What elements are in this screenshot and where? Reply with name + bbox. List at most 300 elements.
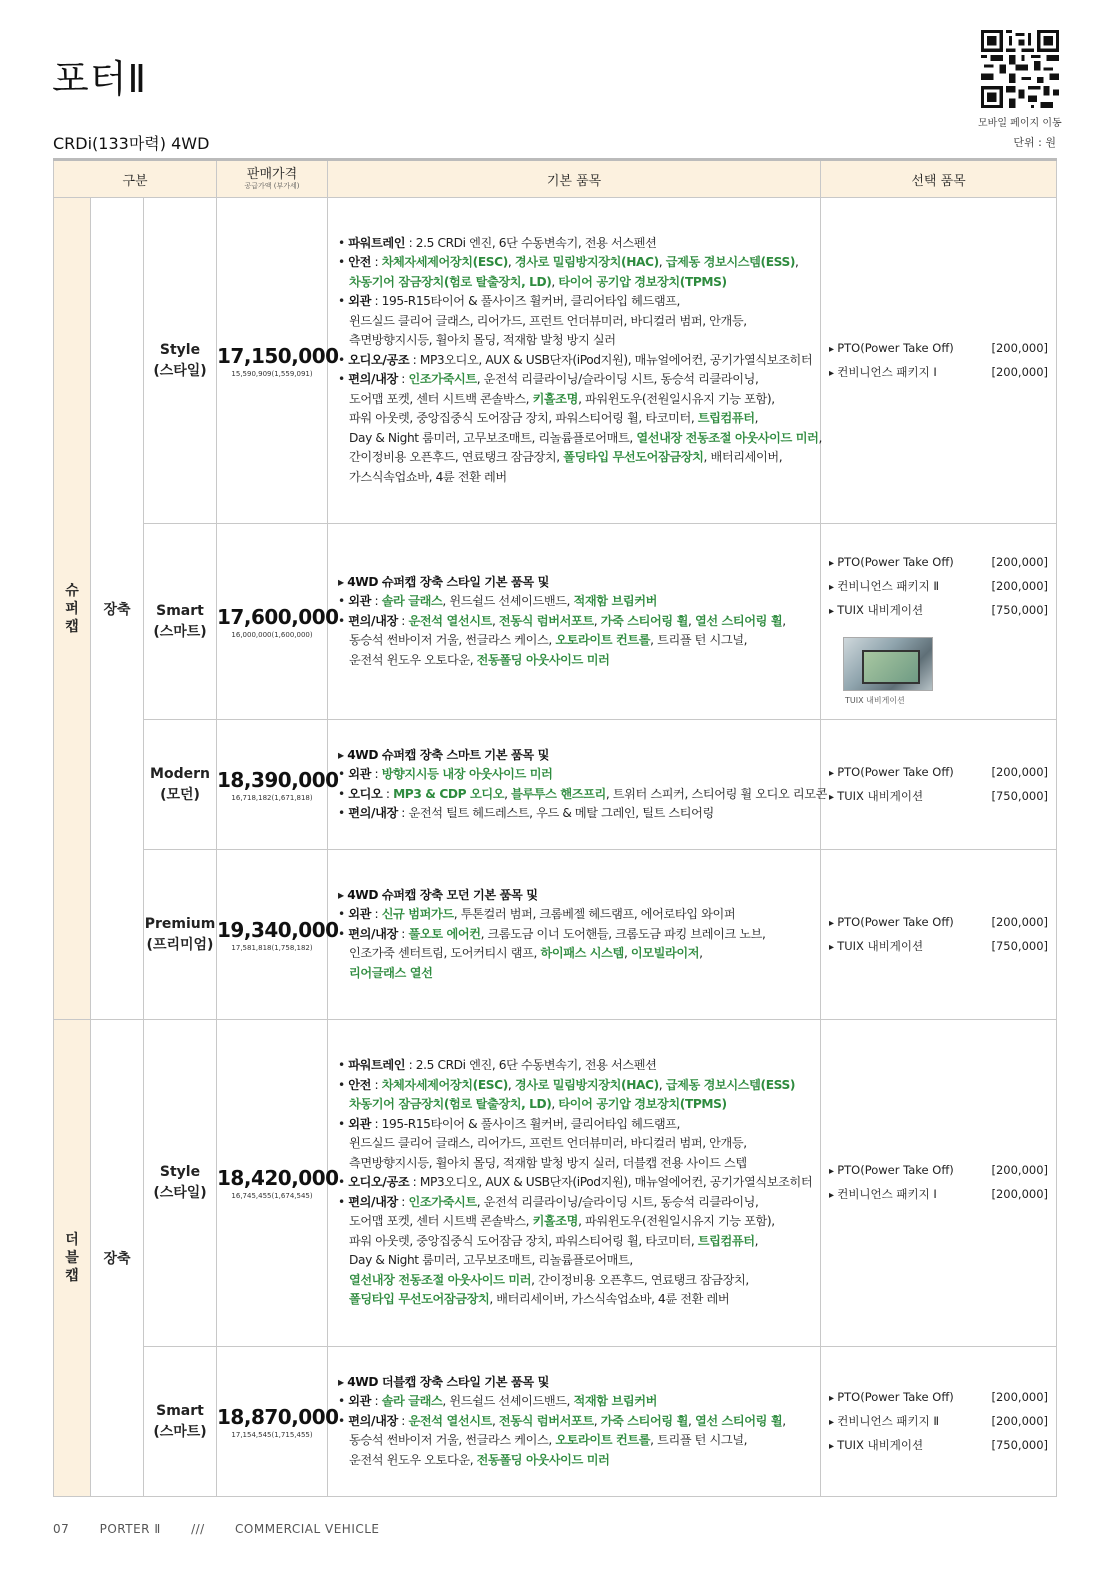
- basic-item-line: [338, 331, 814, 351]
- basic-item-line: [338, 1412, 814, 1432]
- highlight-feature: 적재함 브림커버: [573, 594, 657, 609]
- basic-item-line: [338, 1271, 814, 1291]
- feature-text: 파워 아웃렛, 중앙집중식 도어잠금 장치, 파워스티어링 휠, 타코미터,: [349, 1233, 698, 1248]
- highlight-feature: 트립컴퓨터: [697, 1233, 755, 1248]
- highlight-feature: 차체자세제어장치(ESC): [381, 255, 508, 270]
- trim-row: [54, 1347, 1057, 1497]
- feature-category: 오디오: [348, 786, 383, 801]
- trim-cell: [144, 1347, 217, 1497]
- trim-row: [54, 198, 1057, 524]
- highlight-feature: 열선 스티어링 휠: [694, 1413, 783, 1428]
- highlight-feature: 적재함 브림커버: [573, 1394, 657, 1409]
- feature-category: 4WD 슈퍼캡 장축 모던 기본 품목 및: [347, 887, 538, 902]
- highlight-feature: 풀오토 에어컨: [408, 926, 481, 941]
- option-item: [829, 911, 1048, 935]
- basic-items-cell: [328, 524, 821, 720]
- highlight-feature: 전동폴딩 아웃사이드 미러: [476, 652, 610, 667]
- feature-text: :: [371, 255, 382, 270]
- highlight-feature: 하이패스 시스템: [540, 946, 624, 961]
- supply-price: 16,000,000(1,600,000): [231, 630, 313, 639]
- feature-text: ,: [593, 1413, 601, 1428]
- feature-category: 외관: [348, 1116, 372, 1131]
- option-item: [829, 1159, 1048, 1183]
- trim-row: [54, 524, 1057, 720]
- feature-text: •: [338, 1194, 349, 1209]
- highlight-feature: 경사로 밀림방지장치(HAC): [514, 1077, 659, 1092]
- feature-text: •: [338, 294, 349, 309]
- option-price: [200,000]: [991, 764, 1049, 779]
- feature-text: •: [338, 255, 349, 270]
- basic-item-line: [338, 390, 814, 410]
- option-price: [750,000]: [991, 938, 1049, 953]
- retail-price: 19,340,000: [217, 917, 339, 942]
- feature-text: , 윈드쉴드 선셰이드밴드,: [442, 1394, 574, 1409]
- highlight-feature: 방향지시등 내장 아웃사이드 미러: [381, 767, 553, 781]
- wheelbase-cell: 장축: [91, 198, 144, 1020]
- trim-cell: [144, 198, 217, 524]
- feature-text: ,: [593, 613, 601, 628]
- retail-price: 18,420,000: [217, 1166, 339, 1190]
- feature-text: , 윈드쉴드 선셰이드밴드,: [442, 594, 574, 609]
- basic-item-line: [338, 886, 814, 906]
- feature-text: •: [338, 1394, 349, 1409]
- option-item: [829, 599, 1048, 623]
- option-name: ▸ PTO(Power Take Off): [829, 337, 954, 361]
- feature-text: 측면방향지시등, 휠아치 몰딩, 적재함 발청 방지 실러: [349, 333, 616, 348]
- basic-items-cell: [328, 720, 827, 850]
- price-cell: [217, 198, 339, 524]
- basic-item-line: [338, 409, 814, 429]
- feature-category: 오디오/공조: [348, 1175, 410, 1190]
- feature-text: ,: [782, 613, 786, 628]
- feature-text: , 배터리세이버,: [703, 450, 783, 465]
- feature-text: 인조가죽 센터트림, 도어커티시 램프,: [349, 946, 541, 961]
- highlight-feature: 운전석 열선시트: [408, 1413, 492, 1428]
- trim-name-ko: (스마트): [153, 623, 207, 640]
- trim-name-ko: (스마트): [153, 1423, 207, 1440]
- basic-item-line: [338, 573, 814, 593]
- feature-text: 동승석 썬바이저 거울, 썬글라스 케이스,: [349, 1433, 556, 1448]
- trim-name: Modern: [150, 765, 210, 782]
- option-price: [200,000]: [991, 914, 1049, 929]
- price-cell: [217, 720, 339, 850]
- feature-text: ,: [504, 786, 512, 801]
- highlight-feature: 키홀조명: [532, 1214, 579, 1229]
- option-item: [829, 785, 1048, 809]
- highlight-feature: 인조가죽시트: [408, 372, 477, 387]
- feature-category: 외관: [348, 907, 372, 922]
- feature-text: 윈드실드 클리어 글래스, 리어가드, 프런트 언더뷰미러, 바디컬러 범퍼, 안개등,: [349, 313, 747, 328]
- option-items-cell: [821, 720, 1057, 850]
- header-basic: 기본 품목: [328, 160, 821, 198]
- option-item: [829, 1386, 1048, 1410]
- basic-item-line: [338, 1251, 814, 1271]
- feature-text: •: [338, 372, 349, 387]
- highlight-feature: 리어글래스 열선: [349, 965, 433, 980]
- trim-cell: [144, 1020, 217, 1347]
- feature-text: •: [338, 594, 349, 609]
- price-cell: [217, 1347, 339, 1497]
- feature-category: 편의/내장: [348, 372, 398, 387]
- highlight-feature: 폴딩타입 무선도어잠금장치: [563, 450, 704, 465]
- feature-category: 안전: [348, 255, 372, 270]
- price-cell: [217, 1020, 339, 1347]
- trim-cell: [144, 850, 217, 1020]
- option-name: ▸ PTO(Power Take Off): [829, 1386, 954, 1410]
- feature-text: ,: [491, 1413, 499, 1428]
- trim-name-ko: (스타일): [153, 1185, 207, 1201]
- supply-price: 15,590,909(1,559,091): [231, 369, 313, 378]
- basic-item-line: [338, 1173, 814, 1193]
- basic-item-line: [338, 448, 814, 468]
- feature-text: ,: [623, 946, 631, 961]
- basic-item-line: [338, 944, 814, 964]
- feature-text: ,: [688, 613, 695, 628]
- engine-subtitle: CRDi(133마력) 4WD: [53, 134, 210, 153]
- option-item: [829, 361, 1048, 385]
- highlight-feature: 가죽 스티어링 휠: [600, 613, 688, 628]
- highlight-feature: 오토라이트 컨트롤: [555, 1433, 651, 1448]
- trim-row: [54, 720, 1057, 850]
- option-name: ▸ 컨비니언스 패키지 Ⅰ: [829, 361, 937, 385]
- feature-text: :: [397, 613, 409, 628]
- feature-text: , 운전석 리클라이닝/슬라이딩 시트, 동승석 리클라이닝,: [476, 372, 759, 387]
- feature-category: 편의/내장: [348, 926, 398, 941]
- basic-item-line: [338, 746, 814, 766]
- feature-text: :: [382, 786, 394, 801]
- highlight-feature: 솔라 글래스: [381, 594, 443, 609]
- basic-item-line: [338, 1076, 814, 1096]
- option-item: [829, 935, 1048, 959]
- cab-type-cell: [54, 198, 91, 1020]
- highlight-feature: 차동기어 잠금장치(험로 탈출장치, LD): [349, 274, 552, 289]
- feature-category: 4WD 슈퍼캡 장축 스타일 기본 품목 및: [347, 574, 549, 589]
- feature-text: ,: [754, 1233, 759, 1248]
- feature-category: 외관: [348, 294, 372, 309]
- feature-text: , 트위터 스피커, 스티어링 휠 오디오 리모콘: [605, 786, 827, 801]
- trim-name: Premium: [144, 915, 216, 932]
- highlight-feature: 열선 스티어링 휠: [694, 613, 783, 628]
- trim-cell: [144, 524, 217, 720]
- feature-category: 오디오/공조: [348, 352, 410, 367]
- feature-text: 도어맵 포켓, 센터 시트백 콘솔박스,: [349, 1214, 533, 1229]
- feature-text: ,: [782, 1413, 786, 1428]
- highlight-feature: 전동식 럼버서포트: [498, 1413, 594, 1428]
- option-price: [200,000]: [991, 1413, 1049, 1428]
- basic-item-line: [338, 468, 814, 488]
- feature-text: ,: [507, 1077, 515, 1092]
- feature-text: ,: [491, 613, 499, 628]
- feature-text: •: [338, 767, 349, 781]
- option-name: ▸ TUIX 내비게이션: [829, 1434, 923, 1458]
- option-item: [829, 1434, 1048, 1458]
- basic-item-line: [338, 765, 814, 785]
- feature-category: 4WD 슈퍼캡 장축 스마트 기본 품목 및: [347, 747, 549, 762]
- supply-price: 17,154,545(1,715,455): [231, 1430, 313, 1439]
- trim-row: [54, 1020, 1057, 1347]
- cab-type-label: 더블캡: [65, 1232, 79, 1284]
- basic-item-line: [338, 351, 814, 371]
- feature-text: •: [338, 613, 349, 628]
- option-item: [829, 1183, 1048, 1207]
- trim-name: Style: [159, 1164, 201, 1180]
- option-price: [750,000]: [991, 788, 1049, 803]
- feature-text: ,: [754, 411, 759, 426]
- unit-label: 단위 : 원: [1013, 136, 1056, 149]
- feature-text: : 195-R15타이어 & 풀사이즈 휠커버, 클리어타입 헤드램프,: [371, 1116, 681, 1131]
- feature-text: ,: [551, 274, 559, 289]
- basic-item-line: [338, 925, 814, 945]
- retail-price: 18,870,000: [217, 1404, 339, 1429]
- retail-price: 18,390,000: [217, 767, 339, 792]
- header-option: 선택 품목: [821, 160, 1057, 198]
- feature-text: , 크롬도금 이너 도어핸들, 크롬도금 파킹 브레이크 노브,: [480, 926, 766, 941]
- footer-page-number: 07: [53, 1522, 70, 1536]
- option-name: ▸ PTO(Power Take Off): [829, 911, 954, 935]
- feature-category: 4WD 더블캡 장축 스타일 기본 품목 및: [347, 1374, 549, 1389]
- qr-code-block[interactable]: [978, 30, 1060, 129]
- basic-item-line: [338, 964, 814, 984]
- feature-text: ,: [658, 255, 666, 270]
- feature-text: : 운전석 틸트 헤드레스트, 우드 & 메탈 그레인, 틸트 스티어링: [397, 806, 714, 820]
- option-items-cell: [821, 1347, 1057, 1497]
- basic-item-line: [338, 273, 814, 293]
- feature-text: , 트리플 턴 시그널,: [650, 633, 748, 648]
- table-header-row: [54, 160, 1057, 198]
- option-price: [200,000]: [991, 340, 1049, 355]
- feature-category: 외관: [348, 594, 372, 609]
- option-name: ▸ 컨비니언스 패키지 Ⅱ: [829, 1410, 939, 1434]
- feature-category: 편의/내장: [348, 1413, 398, 1428]
- feature-text: ,: [658, 1077, 666, 1092]
- option-price: [200,000]: [991, 364, 1049, 379]
- feature-text: •: [338, 1413, 349, 1428]
- page-title: 포터Ⅱ: [52, 57, 148, 101]
- highlight-feature: 트립컴퓨터: [697, 411, 755, 426]
- highlight-feature: 폴딩타입 무선도어잠금장치: [349, 1292, 490, 1307]
- feature-text: ,: [795, 255, 799, 270]
- feature-text: •: [338, 1175, 349, 1190]
- header-price: [217, 160, 328, 198]
- feature-text: •: [338, 1077, 349, 1092]
- footer-separator: ///: [191, 1522, 205, 1536]
- basic-item-line: [338, 1154, 814, 1174]
- basic-item-line: [338, 905, 814, 925]
- retail-price: 17,150,000: [217, 343, 339, 368]
- feature-text: 도어맵 포켓, 센터 시트백 콘솔박스,: [349, 391, 533, 406]
- option-price: [200,000]: [991, 555, 1049, 569]
- feature-text: , 운전석 리클라이닝/슬라이딩 시트, 동승석 리클라이닝,: [476, 1194, 759, 1209]
- feature-text: ▸: [338, 574, 348, 589]
- basic-items-cell: [328, 198, 821, 524]
- highlight-feature: 열선내장 전동조절 아웃사이드 미러: [349, 1272, 532, 1287]
- feature-text: Day & Night 룸미러, 고무보조매트, 리놀륨플로어매트,: [349, 430, 637, 445]
- header-category: 구분: [54, 160, 217, 198]
- basic-item-line: [338, 234, 814, 254]
- feature-text: : 2.5 CRDi 엔진, 6단 수동변속기, 전용 서스펜션: [405, 235, 657, 250]
- feature-text: •: [338, 907, 349, 922]
- highlight-feature: 전동식 럼버서포트: [498, 613, 594, 628]
- supply-price: 17,581,818(1,758,182): [231, 943, 313, 952]
- navigation-photo-caption: TUIX 내비게이션: [845, 696, 905, 705]
- feature-text: :: [397, 1194, 409, 1209]
- feature-text: 가스식속업쇼바, 4륜 전환 레버: [349, 469, 507, 484]
- feature-text: : MP3오디오, AUX & USB단자(iPod지원), 매뉴얼에어컨, 공기가열식보조히터: [409, 352, 813, 367]
- highlight-feature: 급제동 경보시스템(ESS): [665, 255, 796, 270]
- highlight-feature: 솔라 글래스: [381, 1394, 443, 1409]
- option-price: [200,000]: [991, 1389, 1049, 1404]
- feature-text: , 투톤컬러 범퍼, 크롬베젤 헤드램프, 에어로타입 와이퍼: [453, 907, 736, 922]
- feature-text: : 2.5 CRDi 엔진, 6단 수동변속기, 전용 서스펜션: [405, 1058, 657, 1073]
- option-items-cell: [821, 850, 1057, 1020]
- basic-item-line: [338, 312, 814, 332]
- feature-text: : MP3오디오, AUX & USB단자(iPod지원), 매뉴얼에어컨, 공기가열식보조히터: [409, 1175, 813, 1190]
- feature-category: 외관: [348, 767, 372, 781]
- page-footer: [53, 1522, 406, 1536]
- highlight-feature: 급제동 경보시스템(ESS): [665, 1077, 796, 1092]
- feature-text: , 트리플 턴 시그널,: [650, 1433, 748, 1448]
- header-price-sub: 공급가액 (부가세): [244, 182, 300, 190]
- highlight-feature: 전동폴딩 아웃사이드 미러: [476, 1452, 610, 1467]
- cab-type-label: 슈퍼캡: [65, 582, 79, 635]
- feature-text: •: [338, 1116, 349, 1131]
- feature-text: •: [338, 235, 349, 250]
- feature-text: :: [371, 594, 382, 609]
- feature-text: ▸: [338, 747, 348, 762]
- feature-text: ,: [699, 946, 703, 961]
- option-item: [829, 575, 1048, 599]
- option-name: ▸ TUIX 내비게이션: [829, 785, 923, 809]
- wheelbase-cell: 장축: [91, 1020, 144, 1497]
- trim-name: Smart: [156, 1402, 204, 1419]
- highlight-feature: 열선내장 전동조절 아웃사이드 미러: [636, 430, 819, 445]
- highlight-feature: 블루투스 핸즈프리: [511, 786, 606, 801]
- price-table: [53, 158, 1057, 1497]
- basic-item-line: [338, 1431, 814, 1451]
- trim-name: Style: [159, 341, 201, 358]
- feature-text: :: [371, 767, 382, 781]
- feature-text: 윈드실드 클리어 글래스, 리어가드, 프런트 언더뷰미러, 바디컬러 범퍼, 안개등,: [349, 1136, 747, 1151]
- highlight-feature: 경사로 밀림방지장치(HAC): [514, 255, 659, 270]
- basic-item-line: [338, 1212, 814, 1232]
- feature-text: :: [371, 1077, 382, 1092]
- highlight-feature: 인조가죽시트: [408, 1194, 477, 1209]
- highlight-feature: 가죽 스티어링 휠: [600, 1413, 688, 1428]
- feature-text: , 간이정비용 오픈후드, 연료탱크 잠금장치,: [531, 1272, 749, 1287]
- footer-model: PORTER Ⅱ: [99, 1522, 161, 1536]
- highlight-feature: 운전석 열선시트: [408, 613, 492, 628]
- trim-cell: [144, 720, 217, 850]
- option-price: [200,000]: [991, 1163, 1049, 1177]
- basic-item-line: [338, 429, 822, 449]
- basic-item-line: [338, 292, 814, 312]
- header-price-label: 판매가격: [246, 167, 298, 182]
- feature-text: ,: [818, 430, 822, 445]
- highlight-feature: 타이어 공기압 경보장치(TPMS): [558, 274, 727, 289]
- basic-items-cell: [328, 1347, 821, 1497]
- option-name: ▸ PTO(Power Take Off): [829, 551, 954, 575]
- trim-name-ko: (스타일): [153, 362, 207, 379]
- option-items-cell: [821, 524, 1057, 720]
- feature-text: , 파워윈도우(전원일시유지 기능 포함),: [578, 391, 775, 406]
- basic-item-line: [338, 1232, 814, 1252]
- footer-section: COMMERCIAL VEHICLE: [235, 1522, 380, 1536]
- basic-item-line: [338, 651, 814, 671]
- feature-text: 파워 아웃렛, 중앙집중식 도어잠금 장치, 파워스티어링 휠, 타코미터,: [349, 411, 698, 426]
- basic-items-cell: [328, 850, 821, 1020]
- feature-text: ,: [507, 255, 515, 270]
- highlight-feature: 차체자세제어장치(ESC): [381, 1077, 508, 1092]
- basic-item-line: [338, 1193, 814, 1213]
- option-price: [200,000]: [991, 579, 1049, 593]
- option-items-cell: [821, 198, 1057, 524]
- feature-text: , 배터리세이버, 가스식속업쇼바, 4륜 전환 레버: [489, 1292, 730, 1307]
- feature-text: : 195-R15타이어 & 풀사이즈 휠커버, 클리어타입 헤드램프,: [371, 294, 681, 309]
- option-items-cell: [821, 1020, 1057, 1347]
- option-name: ▸ 컨비니언스 패키지 Ⅱ: [829, 575, 939, 599]
- basic-item-line: [338, 592, 814, 612]
- cab-type-cell: [54, 1020, 91, 1497]
- feature-category: 파워트레인: [348, 235, 406, 250]
- supply-price: 16,718,182(1,671,818): [231, 793, 313, 802]
- highlight-feature: 신규 범퍼가드: [381, 907, 454, 922]
- feature-text: , 파워윈도우(전원일시유지 기능 포함),: [578, 1214, 775, 1229]
- option-item: [829, 761, 1048, 785]
- basic-item-line: [338, 1134, 814, 1154]
- basic-item-line: [338, 804, 814, 824]
- trim-name-ko: (프리미엄): [146, 936, 214, 953]
- trim-name-ko: (모던): [160, 786, 200, 803]
- option-price: [750,000]: [991, 603, 1049, 617]
- feature-text: •: [338, 786, 349, 801]
- trim-name: Smart: [156, 602, 204, 619]
- feature-text: •: [338, 806, 349, 820]
- basic-item-line: [338, 1095, 814, 1115]
- feature-category: 안전: [348, 1077, 372, 1092]
- feature-text: •: [338, 1058, 349, 1073]
- feature-text: :: [397, 1413, 409, 1428]
- option-item: [829, 337, 1048, 361]
- feature-text: 운전석 윈도우 오토다운,: [349, 1452, 477, 1467]
- basic-items-cell: [328, 1020, 821, 1347]
- basic-item-line: [338, 1115, 814, 1135]
- basic-item-line: [338, 1392, 814, 1412]
- option-name: ▸ PTO(Power Take Off): [829, 1159, 954, 1183]
- feature-text: ,: [688, 1413, 695, 1428]
- qr-code-icon[interactable]: [980, 30, 1060, 108]
- feature-text: 측면방향지시등, 휠아치 몰딩, 적재함 발청 방지 실러, 더블캡 전용 사이드 스텝: [349, 1155, 747, 1170]
- feature-text: :: [397, 372, 409, 387]
- feature-text: :: [397, 926, 409, 941]
- navigation-photo: [843, 637, 933, 691]
- option-item: [829, 551, 1048, 575]
- basic-item-line: [338, 631, 814, 651]
- feature-text: •: [338, 926, 349, 941]
- feature-text: :: [371, 907, 382, 922]
- option-name: ▸ PTO(Power Take Off): [829, 761, 954, 785]
- option-price: [750,000]: [991, 1437, 1049, 1452]
- option-name: ▸ 컨비니언스 패키지 Ⅰ: [829, 1183, 937, 1207]
- price-cell: [217, 524, 339, 720]
- feature-category: 외관: [348, 1394, 372, 1409]
- feature-text: Day & Night 룸미러, 고무보조매트, 리놀륨플로어매트,: [349, 1253, 633, 1268]
- price-cell: [217, 850, 339, 1020]
- highlight-feature: 차동기어 잠금장치(험로 탈출장치, LD): [349, 1097, 552, 1112]
- feature-text: 동승석 썬바이저 거울, 썬글라스 케이스,: [349, 633, 556, 648]
- highlight-feature: MP3 & CDP 오디오: [393, 786, 505, 801]
- qr-caption: 모바일 페이지 이동: [978, 118, 1062, 129]
- feature-text: :: [371, 1394, 382, 1409]
